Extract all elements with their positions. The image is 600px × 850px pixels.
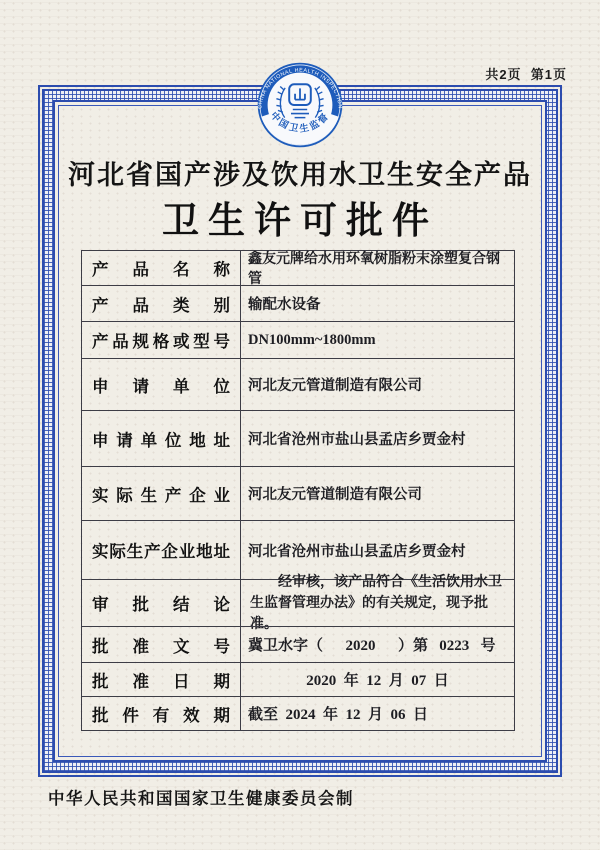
field-value: 截至 2024 年 12 月 06 日: [248, 707, 429, 723]
field-label: [82, 251, 241, 285]
field-label: [82, 467, 241, 520]
field-label-text: 批准日期: [92, 672, 230, 691]
field-label: [82, 521, 241, 579]
table-row-approval-conclusion: [82, 574, 514, 632]
field-label-text: 申请单位: [92, 377, 230, 396]
field-value: 输配水设备: [248, 297, 321, 313]
table-row-applicant-address: [82, 410, 514, 466]
field-label: [82, 411, 241, 466]
table-row-product-name: [82, 251, 514, 285]
field-label-text: 批准文号: [92, 637, 230, 656]
table-row-applicant: [82, 358, 514, 410]
table-row-approval-date: [82, 662, 514, 696]
certificate-title-line1: 河北省国产涉及饮用水卫生安全产品: [68, 160, 532, 190]
field-value: DN100mm~1800mm: [248, 331, 376, 348]
certificate-title-line2: 卫生许可批件: [162, 201, 438, 242]
field-label: [82, 322, 241, 358]
field-label-text: 批件有效期: [92, 706, 230, 725]
table-row-product-category: [82, 285, 514, 321]
field-value: 冀卫水字（ 2020 ）第 0223 号: [248, 638, 496, 654]
field-label: [82, 697, 241, 730]
field-value: [241, 574, 514, 632]
field-value: 河北友元管道制造有限公司: [248, 378, 422, 394]
conclusion-text: 经审核，该产品符合《生活饮用水卫生监督管理办法》的有关规定，现予批准。: [250, 574, 502, 632]
field-label: [82, 627, 241, 662]
table-row-manufacturer: [82, 466, 514, 520]
field-label-text: 实际生产企业地址: [92, 543, 230, 561]
field-label-text: 产品类别: [92, 296, 230, 315]
field-value: 河北友元管道制造有限公司: [248, 487, 422, 503]
issuing-authority: 中华人民共和国国家卫生健康委员会制: [48, 789, 354, 808]
field-label: [82, 359, 241, 410]
field-label-text: 实际生产企业: [92, 486, 230, 505]
certificate-table: [81, 250, 515, 731]
seal-text-chinese: 中国卫生监督: [267, 110, 333, 135]
field-label: [82, 663, 241, 696]
field-value: 2020 年 12 月 07 日: [306, 673, 449, 689]
seal-text-english: CHINA NATIONAL HEALTH INSPECTION: [257, 67, 343, 110]
page-count: 共2页 第1页: [485, 67, 567, 82]
field-label-text: 产品规格或型号: [92, 333, 230, 351]
health-inspection-seal: [255, 60, 345, 150]
table-row-approval-number: [82, 626, 514, 662]
table-row-product-spec: [82, 321, 514, 358]
table-row-validity-period: [82, 696, 514, 730]
field-value: 鑫友元牌给水用环氧树脂粉末涂塑复合钢管: [248, 252, 500, 287]
seal-emblem-icon: [255, 60, 345, 150]
field-label: [82, 580, 241, 626]
field-label-text: 审批结论: [92, 596, 230, 614]
field-value: 河北省沧州市盐山县孟店乡贾金村: [248, 543, 466, 560]
field-label: [82, 286, 241, 321]
field-label-text: 产品名称: [92, 261, 230, 279]
field-value: 河北省沧州市盐山县孟店乡贾金村: [248, 432, 466, 448]
table-row-manufacturer-address: [82, 520, 514, 579]
field-label-text: 申请单位地址: [92, 431, 230, 450]
